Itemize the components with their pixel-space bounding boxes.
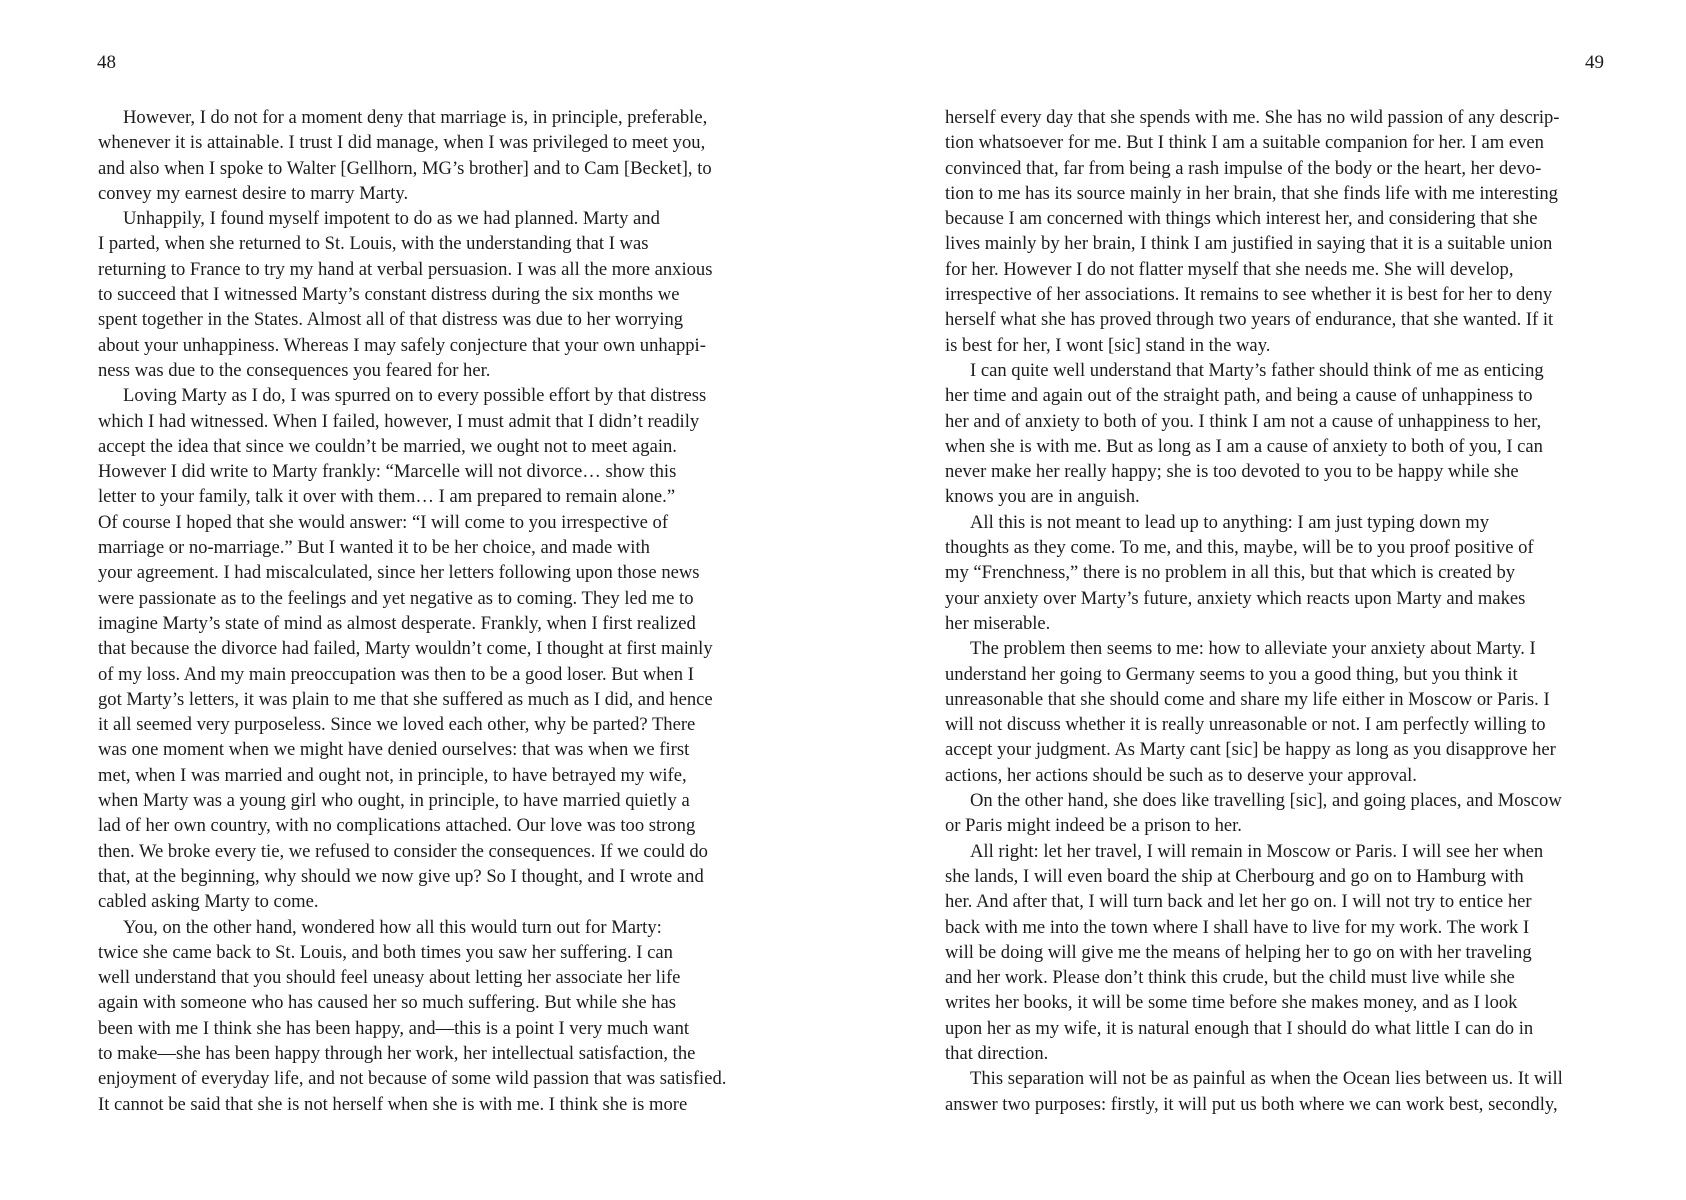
text-line: understand her going to Germany seems to you a good thing, but you think it bbox=[945, 663, 1518, 685]
text-line: her miserable. bbox=[945, 612, 1051, 634]
text-line: tion to me has its source mainly in her brain, that she finds life with me interesting bbox=[945, 182, 1558, 204]
text-line: unreasonable that she should come and share my life either in Moscow or Paris. I bbox=[945, 688, 1550, 710]
page-body-text bbox=[945, 105, 1611, 1117]
text-line: that, at the beginning, why should we now give up? So I thought, and I wrote and bbox=[98, 865, 704, 887]
text-line: On the other hand, she does like travelling [sic], and going places, and Moscow bbox=[970, 790, 1562, 812]
text-line: will be doing will give me the means of helping her to go on with her traveling bbox=[945, 941, 1532, 963]
text-line: enjoyment of everyday life, and not because of some wild passion that was satisfied. bbox=[98, 1068, 727, 1090]
text-line: herself every day that she spends with me. She has no wild passion of any descrip- bbox=[945, 107, 1560, 128]
text-line: actions, her actions should be such as to deserve your approval. bbox=[945, 764, 1417, 786]
text-line: Unhappily, I found myself impotent to do as we had planned. Marty and bbox=[123, 208, 660, 230]
text-line: convey my earnest desire to marry Marty. bbox=[98, 182, 409, 204]
text-line: were passionate as to the feelings and yet negative as to coming. They led me to bbox=[98, 587, 694, 609]
page-number: 49 bbox=[1585, 52, 1604, 73]
text-line: lives mainly by her brain, I think I am justified in saying that it is a suitable union bbox=[945, 233, 1553, 255]
page-number: 48 bbox=[97, 52, 116, 73]
text-line: I can quite well understand that Marty’s father should think of me as enticing bbox=[970, 359, 1544, 381]
text-line: tion whatsoever for me. But I think I am a suitable companion for her. I am even bbox=[945, 132, 1544, 154]
text-line: or Paris might indeed be a prison to her. bbox=[945, 815, 1242, 837]
text-line: that direction. bbox=[945, 1042, 1049, 1064]
text-line: will not discuss whether it is really unreasonable or not. I am perfectly willing to bbox=[945, 714, 1546, 736]
text-line: of my loss. And my main preoccupation was then to be a good loser. But when I bbox=[98, 663, 694, 685]
text-line: marriage or no-marriage.” But I wanted it to be her choice, and made with bbox=[98, 537, 650, 559]
text-line: answer two purposes: firstly, it will put us both where we can work best, secondly, bbox=[945, 1093, 1558, 1115]
text-line: returning to France to try my hand at verbal persuasion. I was all the more anxious bbox=[98, 258, 713, 280]
text-line: is best for her, I wont [sic] stand in the way. bbox=[945, 334, 1271, 356]
text-line: knows you are in anguish. bbox=[945, 486, 1140, 508]
text-line: Of course I hoped that she would answer: “I will come to you irrespective of bbox=[98, 511, 669, 533]
text-line: I parted, when she returned to St. Louis, with the understanding that I was bbox=[98, 233, 649, 255]
text-line: However I did write to Marty frankly: “Marcelle will not divorce… show this bbox=[98, 461, 677, 483]
text-line: her. And after that, I will turn back and let her go on. I will not try to entice her bbox=[945, 891, 1532, 913]
text-line: because I am concerned with things which interest her, and considering that she bbox=[945, 208, 1538, 230]
text-line: The problem then seems to me: how to alleviate your anxiety about Marty. I bbox=[970, 638, 1536, 660]
text-line: thoughts as they come. To me, and this, maybe, will be to you proof positive of bbox=[945, 537, 1534, 559]
text-line: and also when I spoke to Walter [Gellhorn, MG’s brother] and to Cam [Becket], to bbox=[98, 157, 712, 179]
text-line: You, on the other hand, wondered how all this would turn out for Marty: bbox=[123, 916, 662, 938]
text-line: was one moment when we might have denied ourselves: that was when we first bbox=[98, 739, 690, 761]
text-line: convinced that, far from being a rash impulse of the body or the heart, her devo- bbox=[945, 157, 1542, 179]
text-line: All right: let her travel, I will remain in Moscow or Paris. I will see her when bbox=[970, 840, 1544, 862]
text-line: been with me I think she has been happy, and—this is a point I very much want bbox=[98, 1017, 690, 1039]
text-line: for her. However I do not flatter myself that she needs me. She will develop, bbox=[945, 258, 1514, 280]
text-line: ness was due to the consequences you feared for her. bbox=[98, 359, 491, 381]
text-line: to make—she has been happy through her work, her intellectual satisfaction, the bbox=[98, 1042, 696, 1064]
text-line: my “Frenchness,” there is no problem in all this, but that which is created by bbox=[945, 562, 1516, 584]
text-line: herself what she has proved through two years of endurance, that she wanted. If it bbox=[945, 309, 1554, 331]
text-line: never make her really happy; she is too devoted to you to be happy while she bbox=[945, 461, 1519, 483]
text-line: spent together in the States. Almost all of that distress was due to her worrying bbox=[98, 309, 684, 331]
right-page bbox=[843, 0, 1686, 1200]
text-line: about your unhappiness. Whereas I may safely conjecture that your own unhappi- bbox=[98, 334, 706, 356]
text-line: whenever it is attainable. I trust I did manage, when I was privileged to meet you, bbox=[98, 132, 706, 154]
text-line: her time and again out of the straight path, and being a cause of unhappiness to bbox=[945, 385, 1533, 407]
text-line: and her work. Please don’t think this crude, but the child must live while she bbox=[945, 967, 1515, 989]
text-line: that because the divorce had failed, Marty wouldn’t come, I thought at first mainly bbox=[98, 638, 713, 660]
text-line: However, I do not for a moment deny that marriage is, in principle, preferable, bbox=[123, 107, 708, 128]
text-line: again with someone who has caused her so much suffering. But while she has bbox=[98, 992, 677, 1014]
text-line: accept the idea that since we couldn’t be married, we ought not to meet again. bbox=[98, 435, 677, 457]
text-line: upon her as my wife, it is natural enough that I should do what little I can do in bbox=[945, 1017, 1534, 1039]
text-line: to succeed that I witnessed Marty’s constant distress during the six months we bbox=[98, 284, 680, 306]
text-line: met, when I was married and ought not, in principle, to have betrayed my wife, bbox=[98, 764, 687, 786]
text-line: cabled asking Marty to come. bbox=[98, 891, 319, 913]
text-line: when she is with me. But as long as I am a cause of anxiety to both of you, I can bbox=[945, 435, 1543, 457]
text-line: your anxiety over Marty’s future, anxiety which reacts upon Marty and makes bbox=[945, 587, 1526, 609]
text-line: imagine Marty’s state of mind as almost desperate. Frankly, when I first realized bbox=[98, 612, 696, 634]
text-line: twice she came back to St. Louis, and both times you saw her suffering. I can bbox=[98, 941, 673, 963]
text-line: irrespective of her associations. It remains to see whether it is best for her to deny bbox=[945, 284, 1553, 306]
text-line: letter to your family, talk it over with them… I am prepared to remain alone.” bbox=[98, 486, 676, 508]
text-line: This separation will not be as painful as when the Ocean lies between us. It will bbox=[970, 1068, 1563, 1090]
text-line: All this is not meant to lead up to anything: I am just typing down my bbox=[970, 511, 1490, 533]
text-line: It cannot be said that she is not herself when she is with me. I think she is more bbox=[98, 1093, 688, 1115]
page-body-text bbox=[98, 105, 764, 1117]
text-line: got Marty’s letters, it was plain to me that she suffered as much as I did, and hence bbox=[98, 688, 713, 710]
text-line: accept your judgment. As Marty cant [sic] be happy as long as you disapprove her bbox=[945, 739, 1556, 761]
text-line: lad of her own country, with no complications attached. Our love was too strong bbox=[98, 815, 696, 837]
text-line: when Marty was a young girl who ought, in principle, to have married quietly a bbox=[98, 790, 690, 812]
text-line: writes her books, it will be some time before she makes money, and as I look bbox=[945, 992, 1518, 1014]
text-line: her and of anxiety to both of you. I think I am not a cause of unhappiness to her, bbox=[945, 410, 1542, 432]
text-line: well understand that you should feel uneasy about letting her associate her life bbox=[98, 967, 681, 989]
text-line: which I had witnessed. When I failed, however, I must admit that I didn’t readily bbox=[98, 410, 700, 432]
text-line: then. We broke every tie, we refused to consider the consequences. If we could do bbox=[98, 840, 708, 862]
text-line: it all seemed very purposeless. Since we loved each other, why be parted? There bbox=[98, 714, 696, 736]
text-line: Loving Marty as I do, I was spurred on to every possible effort by that distress bbox=[123, 385, 707, 407]
text-line: back with me into the town where I shall have to live for my work. The work I bbox=[945, 916, 1530, 938]
text-line: your agreement. I had miscalculated, since her letters following upon those news bbox=[98, 562, 700, 584]
text-line: she lands, I will even board the ship at Cherbourg and go on to Hamburg with bbox=[945, 865, 1524, 887]
